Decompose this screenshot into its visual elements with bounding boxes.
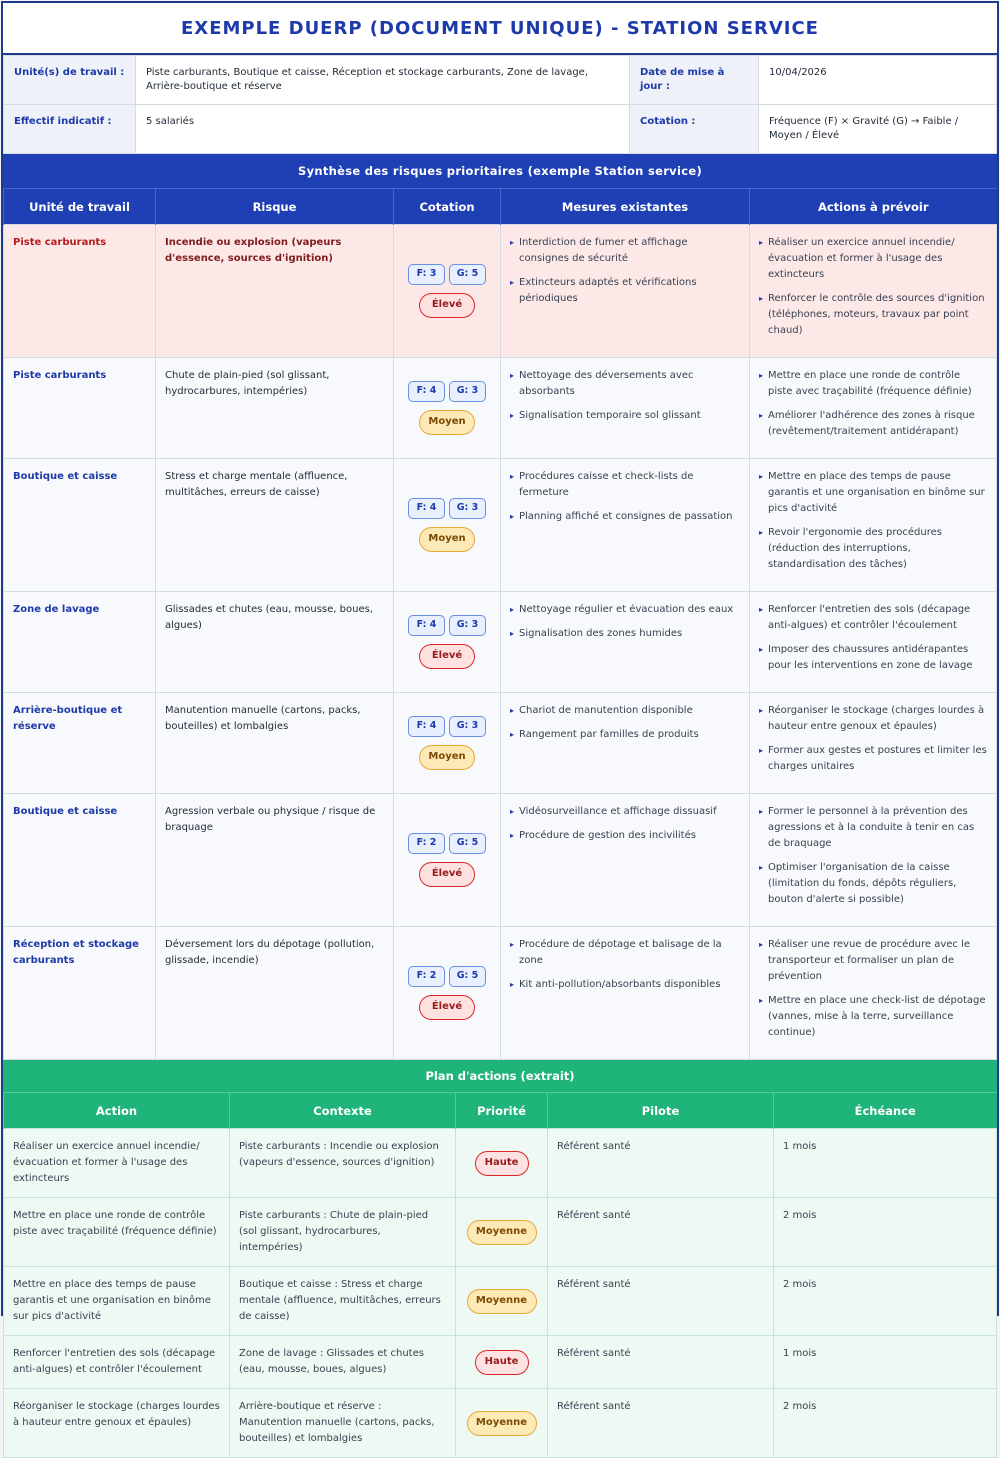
- measures-cell: [501, 592, 750, 693]
- plan-row: [4, 1389, 997, 1458]
- measures-cell: [501, 358, 750, 459]
- action-item: ▸ Optimiser l'organisation de la caisse (limitation du fonds, dépôts réguliers, bouton d'alerte si possible): [759, 860, 987, 908]
- score-chips: [398, 966, 496, 987]
- work-unit-cell: Piste carburants: [4, 358, 156, 459]
- risk-level-badge: Élevé: [419, 862, 475, 887]
- gravity-chip: G: 3: [449, 498, 486, 519]
- measure-item: ▸ Extincteurs adaptés et vérifications périodiques: [510, 275, 740, 307]
- frequency-chip: F: 4: [408, 615, 445, 636]
- col-header-risk: Risque: [156, 189, 394, 225]
- measures-list: [510, 937, 740, 993]
- col-header-cotation: Cotation: [394, 189, 501, 225]
- gravity-chip: G: 5: [449, 833, 486, 854]
- plan-action-cell: Réorganiser le stockage (charges lourdes à hauteur entre genoux et épaules): [4, 1389, 230, 1458]
- plan-context-cell: Arrière-boutique et réserve : Manutention manuelle (cartons, packs, bouteilles) et lombalgies: [230, 1389, 456, 1458]
- plan-deadline-cell: 1 mois: [774, 1129, 997, 1198]
- work-unit-cell: Piste carburants: [4, 225, 156, 358]
- measure-item: ▸ Procédure de dépotage et balisage de la zone: [510, 937, 740, 969]
- plan-context-cell: Piste carburants : Incendie ou explosion (vapeurs d'essence, sources d'ignition): [230, 1129, 456, 1198]
- work-unit-cell: Boutique et caisse: [4, 794, 156, 927]
- plan-row: [4, 1336, 997, 1389]
- measures-cell: [501, 459, 750, 592]
- plan-row: [4, 1129, 997, 1198]
- units-value: Piste carburants, Boutique et caisse, Réception et stockage carburants, Zone de lavage, Arrière-boutique et réserve: [136, 56, 630, 105]
- action-item: ▸ Former aux gestes et postures et limiter les charges unitaires: [759, 743, 987, 775]
- frequency-chip: F: 4: [408, 381, 445, 402]
- plan-pilot-cell: Référent santé: [548, 1198, 774, 1267]
- risk-row: [4, 592, 997, 693]
- work-unit-cell: Réception et stockage carburants: [4, 927, 156, 1060]
- action-item: ▸ Renforcer le contrôle des sources d'ignition (téléphones, moteurs, travaux par point chaud): [759, 291, 987, 339]
- document-page: [1, 1, 999, 1444]
- plan-context-cell: Zone de lavage : Glissades et chutes (eau, mousse, boues, algues): [230, 1336, 456, 1389]
- actions-list: [759, 602, 987, 674]
- plan-context-cell: Boutique et caisse : Stress et charge mentale (affluence, multitâches, erreurs de caisse): [230, 1267, 456, 1336]
- document-title: EXEMPLE DUERP (DOCUMENT UNIQUE) - STATION SERVICE: [3, 3, 997, 55]
- frequency-chip: F: 4: [408, 716, 445, 737]
- priority-badge: Haute: [475, 1350, 529, 1375]
- measure-item: ▸ Signalisation des zones humides: [510, 626, 740, 642]
- risk-cell: Stress et charge mentale (affluence, multitâches, erreurs de caisse): [156, 459, 394, 592]
- risk-row: [4, 693, 997, 794]
- risk-level-badge: Élevé: [419, 293, 475, 318]
- measures-cell: [501, 225, 750, 358]
- actions-cell: [750, 693, 997, 794]
- cotation-cell: [394, 794, 501, 927]
- action-item: ▸ Mettre en place une ronde de contrôle piste avec traçabilité (fréquence définie): [759, 368, 987, 400]
- risk-row: [4, 358, 997, 459]
- cotation-cell: [394, 592, 501, 693]
- risk-level-badge: Moyen: [419, 410, 475, 435]
- action-item: ▸ Réorganiser le stockage (charges lourdes à hauteur entre genoux et épaules): [759, 703, 987, 735]
- actions-list: [759, 469, 987, 573]
- risks-section-title: Synthèse des risques prioritaires (exemple Station service): [3, 154, 997, 188]
- frequency-chip: F: 4: [408, 498, 445, 519]
- score-chips: [398, 381, 496, 402]
- score-chips: [398, 833, 496, 854]
- action-item: ▸ Améliorer l'adhérence des zones à risque (revêtement/traitement antidérapant): [759, 408, 987, 440]
- plan-deadline-cell: 2 mois: [774, 1389, 997, 1458]
- date-value: 10/04/2026: [759, 56, 997, 105]
- measure-item: ▸ Planning affiché et consignes de passation: [510, 509, 740, 525]
- action-item: ▸ Mettre en place des temps de pause garantis et une organisation en binôme sur pics d'activité: [759, 469, 987, 517]
- measures-cell: [501, 927, 750, 1060]
- measures-cell: [501, 693, 750, 794]
- plan-table: [3, 1092, 997, 1458]
- risk-level-badge: Élevé: [419, 995, 475, 1020]
- effectif-label: Effectif indicatif :: [4, 105, 136, 154]
- measure-item: ▸ Nettoyage des déversements avec absorbants: [510, 368, 740, 400]
- action-item: ▸ Former le personnel à la prévention des agressions et à la conduite à tenir en cas de braquage: [759, 804, 987, 852]
- frequency-chip: F: 2: [408, 966, 445, 987]
- actions-list: [759, 235, 987, 339]
- plan-deadline-cell: 2 mois: [774, 1198, 997, 1267]
- work-unit-cell: Zone de lavage: [4, 592, 156, 693]
- col-header-unit: Unité de travail: [4, 189, 156, 225]
- frequency-chip: F: 2: [408, 833, 445, 854]
- plan-priority-cell: [456, 1389, 548, 1458]
- measures-list: [510, 703, 740, 743]
- measure-item: ▸ Kit anti-pollution/absorbants disponibles: [510, 977, 740, 993]
- measure-item: ▸ Signalisation temporaire sol glissant: [510, 408, 740, 424]
- units-label: Unité(s) de travail :: [4, 56, 136, 105]
- plan-section-title: Plan d'actions (extrait): [3, 1060, 997, 1092]
- plan-header-row: [4, 1093, 997, 1129]
- risk-level-badge: Élevé: [419, 644, 475, 669]
- plan-priority-cell: [456, 1198, 548, 1267]
- cotation-value: Fréquence (F) × Gravité (G) → Faible / Moyen / Élevé: [759, 105, 997, 154]
- priority-badge: Haute: [475, 1151, 529, 1176]
- measure-item: ▸ Vidéosurveillance et affichage dissuasif: [510, 804, 740, 820]
- actions-cell: [750, 592, 997, 693]
- risk-cell: Déversement lors du dépotage (pollution, glissade, incendie): [156, 927, 394, 1060]
- actions-cell: [750, 927, 997, 1060]
- plan-action-cell: Mettre en place une ronde de contrôle piste avec traçabilité (fréquence définie): [4, 1198, 230, 1267]
- measures-list: [510, 602, 740, 642]
- effectif-value: 5 salariés: [136, 105, 630, 154]
- risk-level-badge: Moyen: [419, 745, 475, 770]
- info-table: [3, 55, 997, 154]
- work-unit-cell: Arrière-boutique et réserve: [4, 693, 156, 794]
- plan-priority-cell: [456, 1129, 548, 1198]
- actions-list: [759, 804, 987, 908]
- plan-context-cell: Piste carburants : Chute de plain-pied (sol glissant, hydrocarbures, intempéries): [230, 1198, 456, 1267]
- cotation-cell: [394, 358, 501, 459]
- plan-action-cell: Réaliser un exercice annuel incendie/ évacuation et former à l'usage des extincteurs: [4, 1129, 230, 1198]
- priority-badge: Moyenne: [467, 1220, 537, 1245]
- plan-deadline-cell: 1 mois: [774, 1336, 997, 1389]
- actions-list: [759, 368, 987, 440]
- risk-cell: Incendie ou explosion (vapeurs d'essence, sources d'ignition): [156, 225, 394, 358]
- measures-cell: [501, 794, 750, 927]
- cotation-cell: [394, 459, 501, 592]
- plan-pilot-cell: Référent santé: [548, 1389, 774, 1458]
- col-header-context: Contexte: [230, 1093, 456, 1129]
- risk-row: [4, 459, 997, 592]
- gravity-chip: G: 5: [449, 264, 486, 285]
- measure-item: ▸ Procédures caisse et check-lists de fermeture: [510, 469, 740, 501]
- risk-level-badge: Moyen: [419, 527, 475, 552]
- risk-row: [4, 225, 997, 358]
- work-unit-cell: Boutique et caisse: [4, 459, 156, 592]
- cotation-cell: [394, 225, 501, 358]
- plan-priority-cell: [456, 1336, 548, 1389]
- risk-cell: Agression verbale ou physique / risque de braquage: [156, 794, 394, 927]
- measure-item: ▸ Chariot de manutention disponible: [510, 703, 740, 719]
- col-header-deadline: Échéance: [774, 1093, 997, 1129]
- date-label: Date de mise à jour :: [630, 56, 759, 105]
- actions-cell: [750, 358, 997, 459]
- col-header-action: Action: [4, 1093, 230, 1129]
- score-chips: [398, 716, 496, 737]
- measures-list: [510, 469, 740, 525]
- gravity-chip: G: 5: [449, 966, 486, 987]
- cotation-label: Cotation :: [630, 105, 759, 154]
- plan-row: [4, 1267, 997, 1336]
- risk-cell: Manutention manuelle (cartons, packs, bouteilles) et lombalgies: [156, 693, 394, 794]
- plan-action-cell: Mettre en place des temps de pause garantis et une organisation en binôme sur pics d'activité: [4, 1267, 230, 1336]
- col-header-measures: Mesures existantes: [501, 189, 750, 225]
- priority-badge: Moyenne: [467, 1411, 537, 1436]
- col-header-priority: Priorité: [456, 1093, 548, 1129]
- measures-list: [510, 804, 740, 844]
- cotation-cell: [394, 693, 501, 794]
- action-item: ▸ Mettre en place une check-list de dépotage (vannes, mise à la terre, surveillance continue): [759, 993, 987, 1041]
- plan-row: [4, 1198, 997, 1267]
- score-chips: [398, 498, 496, 519]
- gravity-chip: G: 3: [449, 381, 486, 402]
- score-chips: [398, 264, 496, 285]
- plan-deadline-cell: 2 mois: [774, 1267, 997, 1336]
- measure-item: ▸ Procédure de gestion des incivilités: [510, 828, 740, 844]
- plan-pilot-cell: Référent santé: [548, 1129, 774, 1198]
- measure-item: ▸ Rangement par familles de produits: [510, 727, 740, 743]
- score-chips: [398, 615, 496, 636]
- plan-action-cell: Renforcer l'entretien des sols (décapage anti-algues) et contrôler l'écoulement: [4, 1336, 230, 1389]
- risk-row: [4, 927, 997, 1060]
- actions-list: [759, 937, 987, 1041]
- frequency-chip: F: 3: [408, 264, 445, 285]
- risk-cell: Chute de plain-pied (sol glissant, hydrocarbures, intempéries): [156, 358, 394, 459]
- action-item: ▸ Renforcer l'entretien des sols (décapage anti-algues) et contrôler l'écoulement: [759, 602, 987, 634]
- action-item: ▸ Réaliser un exercice annuel incendie/ évacuation et former à l'usage des extincteurs: [759, 235, 987, 283]
- risk-cell: Glissades et chutes (eau, mousse, boues, algues): [156, 592, 394, 693]
- plan-priority-cell: [456, 1267, 548, 1336]
- actions-cell: [750, 225, 997, 358]
- col-header-pilot: Pilote: [548, 1093, 774, 1129]
- priority-badge: Moyenne: [467, 1289, 537, 1314]
- measures-list: [510, 235, 740, 307]
- risks-header-row: [4, 189, 997, 225]
- risk-row: [4, 794, 997, 927]
- measure-item: ▸ Interdiction de fumer et affichage consignes de sécurité: [510, 235, 740, 267]
- measure-item: ▸ Nettoyage régulier et évacuation des eaux: [510, 602, 740, 618]
- actions-cell: [750, 459, 997, 592]
- risks-table: [3, 188, 997, 1060]
- plan-pilot-cell: Référent santé: [548, 1267, 774, 1336]
- cotation-cell: [394, 927, 501, 1060]
- actions-cell: [750, 794, 997, 927]
- action-item: ▸ Imposer des chaussures antidérapantes pour les interventions en zone de lavage: [759, 642, 987, 674]
- gravity-chip: G: 3: [449, 716, 486, 737]
- measures-list: [510, 368, 740, 424]
- action-item: ▸ Réaliser une revue de procédure avec le transporteur et formaliser un plan de prévention: [759, 937, 987, 985]
- col-header-actions: Actions à prévoir: [750, 189, 997, 225]
- actions-list: [759, 703, 987, 775]
- action-item: ▸ Revoir l'ergonomie des procédures (réduction des interruptions, standardisation des tâches): [759, 525, 987, 573]
- plan-pilot-cell: Référent santé: [548, 1336, 774, 1389]
- gravity-chip: G: 3: [449, 615, 486, 636]
